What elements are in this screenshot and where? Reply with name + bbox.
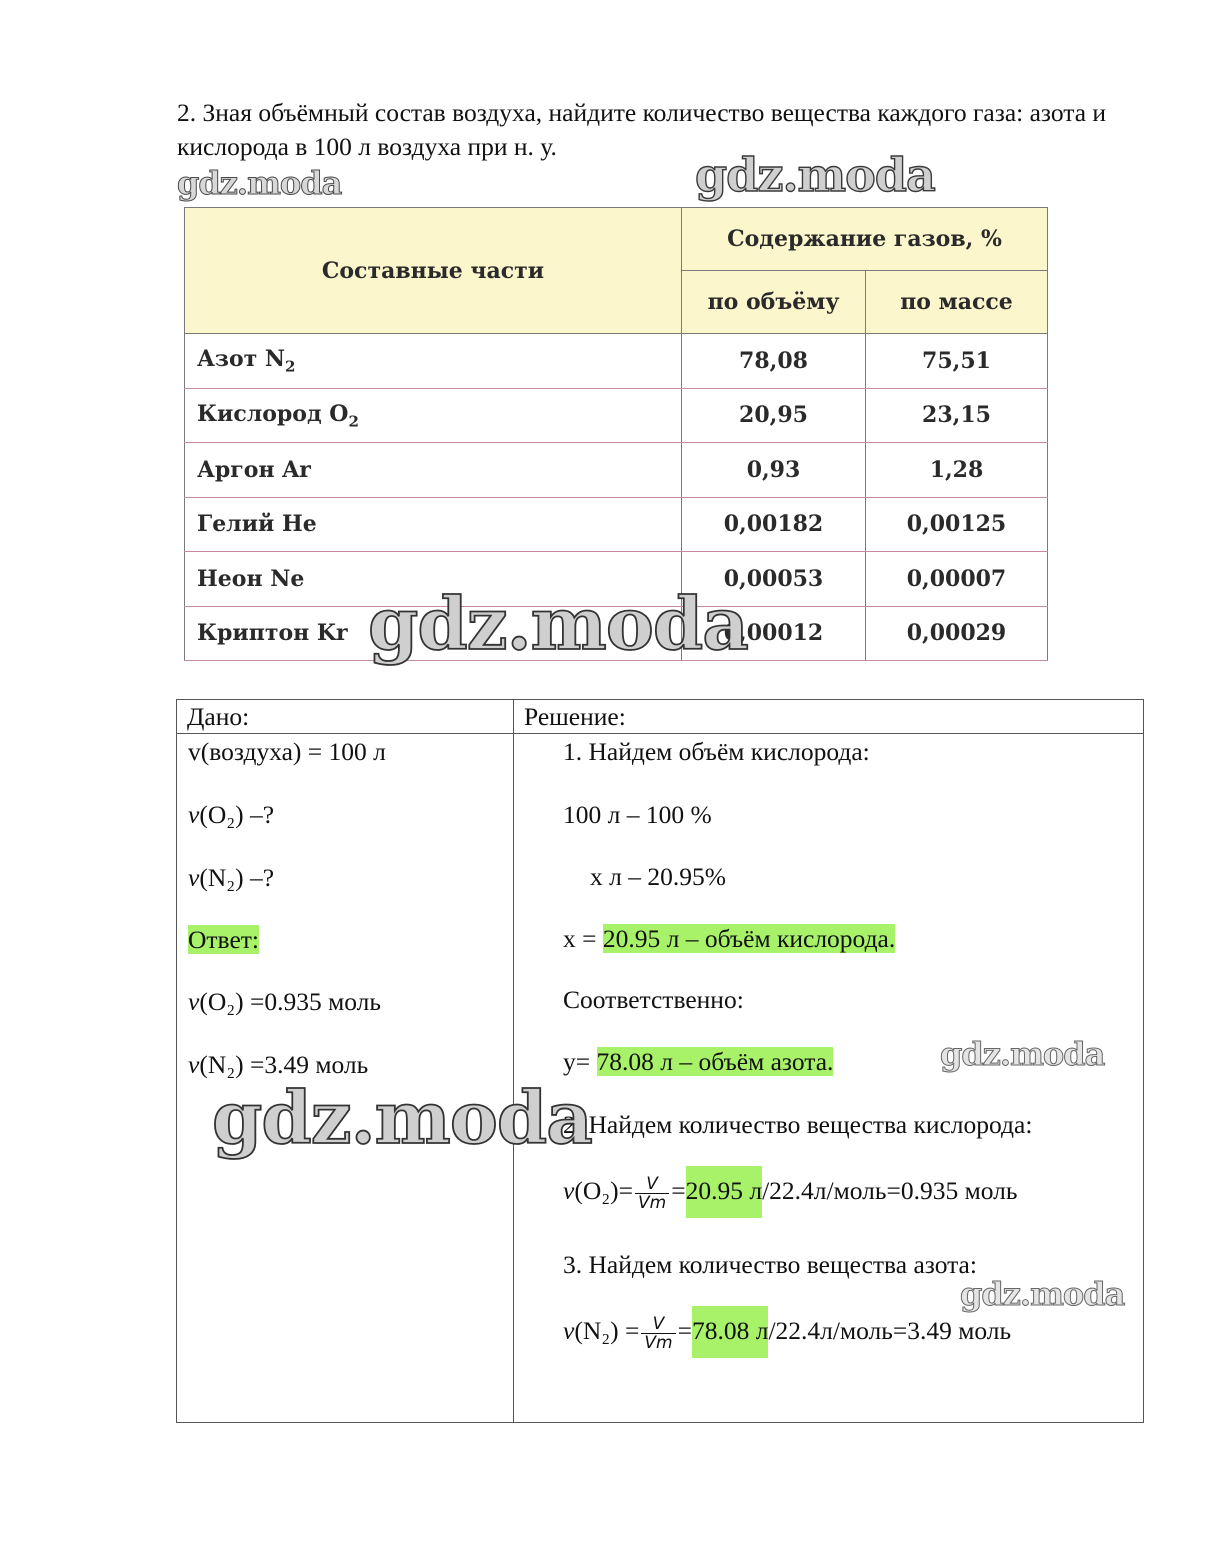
fraction: $\frac{V}{Vm}$ — [635, 1175, 669, 1212]
proportion-1: 100 л – 100 % — [563, 800, 712, 829]
header-content: Содержание газов, % — [682, 208, 1048, 271]
gas-name: Аргон Ar — [185, 443, 682, 498]
given-find-n2: ν(N₂) –? — [188, 863, 275, 892]
answer-label: Ответ: — [188, 925, 259, 954]
gas-mass: 0,00029 — [866, 606, 1048, 661]
watermark: gdz.moda — [212, 1075, 592, 1160]
gas-volume: 0,93 — [682, 443, 866, 498]
table-row: Азот $N_2$ 78,08 75,51 — [185, 334, 1048, 389]
answer-n2: ν(N₂) =3.49 моль — [188, 1050, 369, 1079]
table-row — [185, 443, 1048, 498]
proportion-2: x л – 20.95% — [590, 862, 726, 891]
watermark: gdz.moda — [695, 148, 935, 202]
watermark: gdz.moda — [368, 581, 748, 666]
watermark: gdz.moda — [940, 1035, 1105, 1073]
y-result: y= 78.08 л – объём азота. — [563, 1047, 834, 1076]
watermark: gdz.moda — [960, 1275, 1125, 1313]
table-row: Кислород $O_2$ 20,95 23,15 — [185, 388, 1048, 443]
gas-volume: 20,95 — [682, 388, 866, 443]
header-mass: по массе — [866, 271, 1048, 334]
header-volume: по объёму — [682, 271, 866, 334]
calc-n2: ν(N₂) = $\frac{V}{Vm}$ =78.08 л/22.4л/моль=3.49 моль — [563, 1306, 1011, 1358]
gas-name: Гелий He — [185, 497, 682, 552]
header-components: Составные части — [185, 208, 682, 334]
step-2: 2. Найдем количество вещества кислорода: — [563, 1110, 1033, 1139]
step-1: 1. Найдем объём кислорода: — [563, 737, 870, 766]
calc-o2: ν(O₂)= $\frac{V}{Vm}$ =20.95 л/22.4л/моль=0.935 моль — [563, 1166, 1018, 1218]
gas-mass: 23,15 — [866, 388, 1048, 443]
gas-volume: 78,08 — [682, 334, 866, 389]
x-result: x = 20.95 л – объём кислорода. — [563, 924, 896, 953]
accordingly: Соответственно: — [563, 985, 744, 1014]
given-find-o2: ν(O₂) –? — [188, 800, 275, 829]
step-3: 3. Найдем количество вещества азота: — [563, 1250, 977, 1279]
gas-volume: 0,00182 — [682, 497, 866, 552]
given-air-volume: v(воздуха) = 100 л — [188, 737, 386, 766]
gas-mass: 0,00125 — [866, 497, 1048, 552]
gas-volume: 0,00012 — [682, 606, 866, 661]
solution-header: Решение: — [514, 700, 1144, 734]
gas-name: Криптон Kr — [185, 606, 682, 661]
watermark: gdz.moda — [177, 164, 342, 202]
task-text: 2. Зная объёмный состав воздуха, найдите количество вещества каждого газа: азота и кислорода в 100 л воздуха при н. у. — [177, 98, 1107, 161]
gas-name: Кислород O — [197, 400, 349, 427]
fraction: $\frac{V}{Vm}$ — [641, 1315, 675, 1352]
answer-o2: ν(O₂) =0.935 моль — [188, 987, 382, 1016]
given-header: Дано: — [177, 700, 514, 734]
gas-volume: 0,00053 — [682, 552, 866, 607]
gas-mass: 1,28 — [866, 443, 1048, 498]
table-row — [185, 497, 1048, 552]
gas-name: Неон Ne — [185, 552, 682, 607]
gas-name: Азот N — [197, 346, 286, 373]
gas-mass: 0,00007 — [866, 552, 1048, 607]
gas-mass: 75,51 — [866, 334, 1048, 389]
